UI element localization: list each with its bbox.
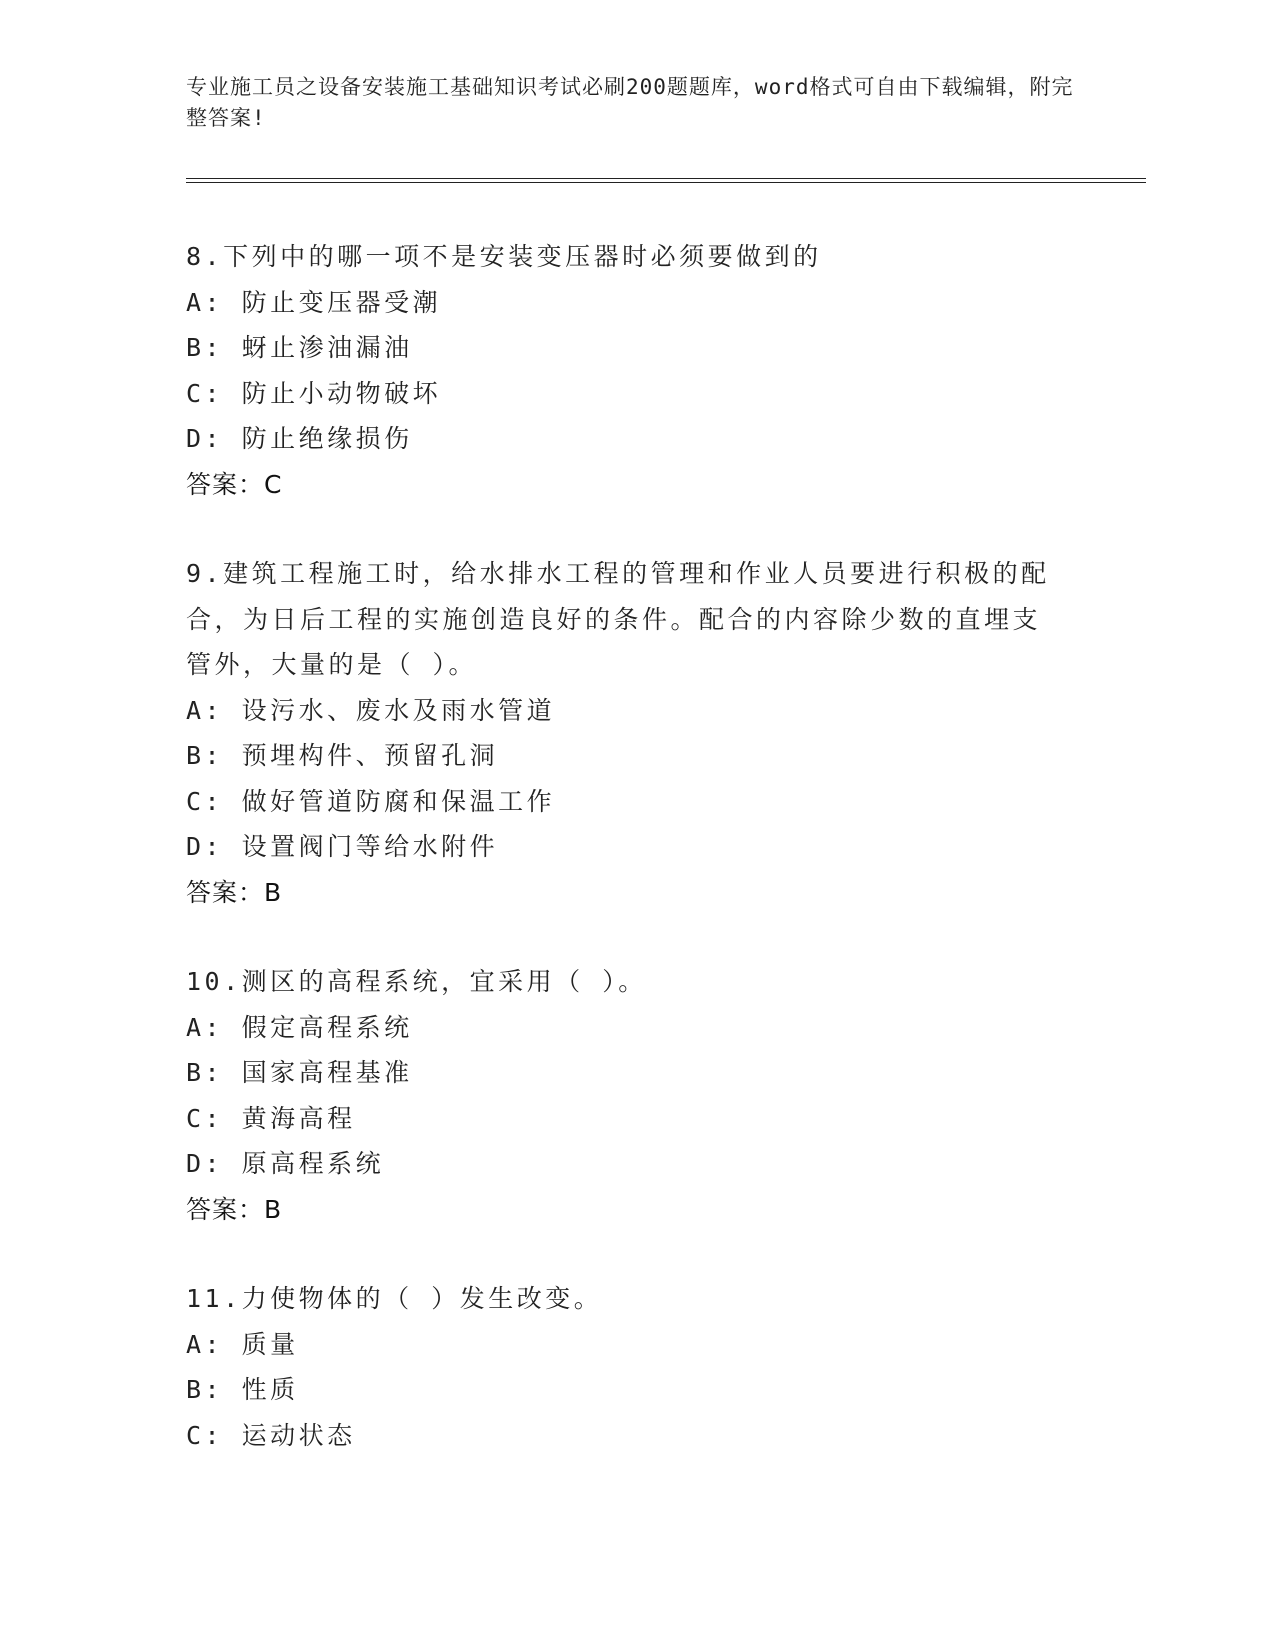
option-d: D: 原高程系统 (186, 1149, 385, 1178)
option-c: C: 做好管道防腐和保温工作 (186, 786, 556, 816)
option-b: B: 蚜止渗油漏油 (186, 333, 413, 362)
option-c: C: 运动状态 (186, 1420, 356, 1450)
document-header: 专业施工员之设备安装施工基础知识考试必刷200题题库，word格式可自由下载编辑，附完整答案! (186, 75, 1074, 130)
option-c: C: 黄海高程 (186, 1103, 356, 1133)
option-a: A: 假定高程系统 (186, 1012, 413, 1042)
question-stem: 10.测区的高程系统，宜采用（ ）。 (186, 967, 647, 996)
question-stem: 8.下列中的哪一项不是安装变压器时必须要做到的 (186, 242, 822, 271)
header-divider-top (186, 178, 1146, 179)
option-a: A: 防止变压器受潮 (186, 287, 442, 317)
question-stem: 9.建筑工程施工时，给水排水工程的管理和作业人员要进行积极的配合，为日后工程的实施创造良好的条件。配合的内容除少数的直埋支管外，大量的是（ ）。 (186, 559, 1050, 679)
option-a: A: 质量 (186, 1329, 299, 1359)
option-a: A: 设污水、废水及雨水管道 (186, 695, 556, 725)
option-b: B: 国家高程基准 (186, 1058, 413, 1087)
answer: 答案：C (186, 469, 283, 499)
question-8 (186, 234, 1056, 507)
answer: 答案：B (186, 877, 283, 907)
option-b: B: 预埋构件、预留孔洞 (186, 741, 499, 770)
answer: 答案：B (186, 1194, 283, 1224)
option-b: B: 性质 (186, 1375, 299, 1404)
option-d: D: 设置阀门等给水附件 (186, 832, 499, 861)
question-stem: 11.力使物体的（ ）发生改变。 (186, 1284, 603, 1313)
question-10 (186, 959, 1056, 1232)
question-11 (186, 1276, 1056, 1458)
option-c: C: 防止小动物破坏 (186, 378, 442, 408)
option-d: D: 防止绝缘损伤 (186, 424, 413, 453)
header-divider-bottom (186, 182, 1146, 183)
question-9 (186, 551, 1056, 915)
question-list (186, 234, 1056, 1502)
